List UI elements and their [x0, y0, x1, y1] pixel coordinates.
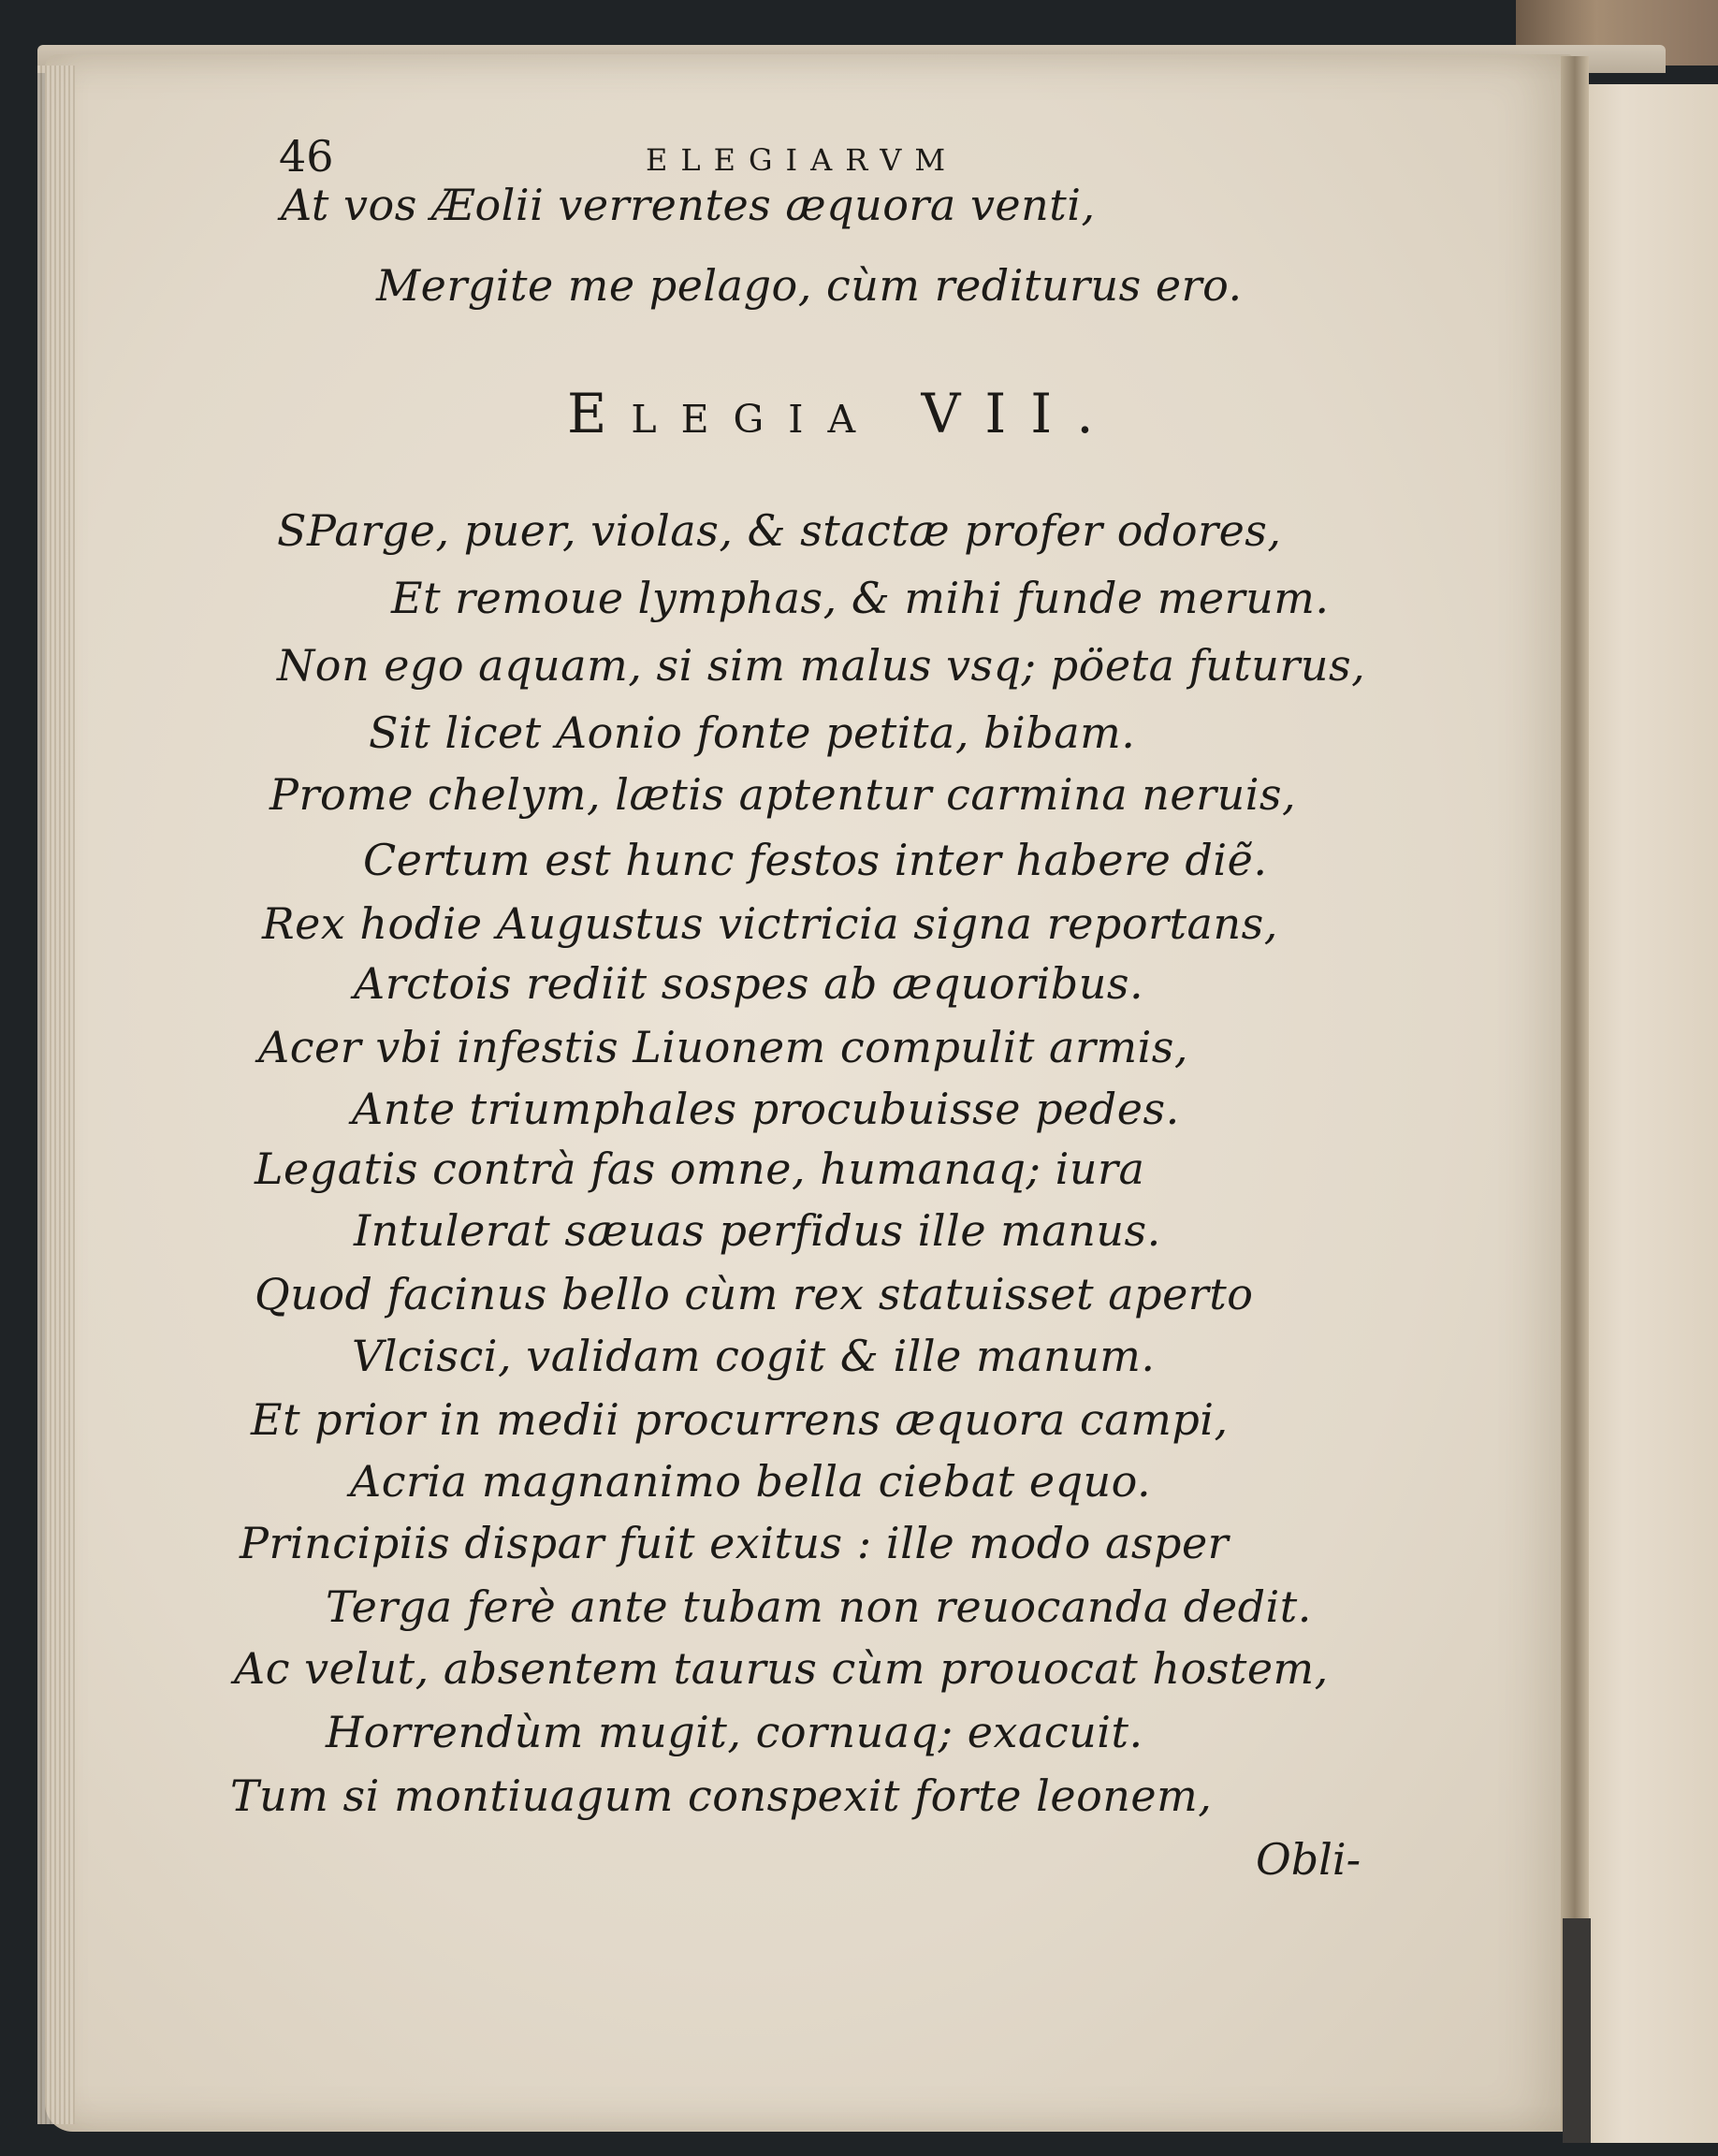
verse-line: Legatis contrà fas omne, humanaq; iura: [255, 1144, 1145, 1194]
verse-line: Non ego aquam, si sim malus vsq; pöeta futurus,: [277, 640, 1366, 691]
verse-line: Prome chelym, lætis aptentur carmina neruis,: [269, 769, 1297, 820]
verse-line: Et remoue lymphas, & mihi funde merum.: [391, 573, 1330, 623]
catchword: Obli-: [1256, 1834, 1361, 1885]
background-gap: [1563, 1918, 1591, 2143]
running-head: ELEGIARVM: [646, 142, 959, 178]
verse-line: Arctois rediit sospes ab æquoribus.: [354, 958, 1144, 1009]
verse-line: Ante triumphales procubuisse pedes.: [352, 1084, 1180, 1134]
verse-line: Vlcisci, validam cogit & ille manum.: [352, 1331, 1156, 1381]
verse-line: Mergite me pelago, cùm rediturus ero.: [376, 260, 1243, 311]
facing-page: [1581, 84, 1718, 2143]
verse-line: Horrendùm mugit, cornuaq; exacuit.: [326, 1707, 1143, 1757]
verse-line: Et prior in medii procurrens æquora campi,: [251, 1394, 1229, 1445]
verse-line: SParge, puer, violas, & stactæ profer odores,: [277, 505, 1282, 556]
verse-line: Ac velut, absentem taurus cùm prouocat hostem,: [234, 1643, 1329, 1694]
page-stack-edge: [37, 66, 75, 2124]
verse-line: Acer vbi infestis Liuonem compulit armis,: [258, 1022, 1189, 1072]
verse-line: Acria magnanimo bella ciebat equo.: [350, 1456, 1152, 1507]
verse-line: Sit licet Aonio fonte petita, bibam.: [369, 707, 1136, 758]
page-number: 46: [279, 131, 334, 182]
verse-line: Rex hodie Augustus victricia signa reportans,: [262, 898, 1278, 949]
verse-line: Principiis dispar fuit exitus : ille modo asper: [240, 1518, 1230, 1568]
book-gutter: [1561, 56, 1589, 2130]
elegy-title: Elegia VII.: [567, 382, 1118, 445]
verse-line: Quod facinus bello cùm rex statuisset aperto: [255, 1269, 1254, 1319]
verse-line: At vos Æolii verrentes æquora venti,: [281, 180, 1096, 230]
verse-line: Terga ferè ante tubam non reuocanda dedit.: [326, 1581, 1312, 1632]
verse-line: Certum est hunc festos inter habere diẽ.: [363, 835, 1268, 885]
verse-line: Tum si montiuagum conspexit forte leonem,: [230, 1770, 1213, 1821]
verse-line: Intulerat sæuas perfidus ille manus.: [354, 1205, 1161, 1256]
